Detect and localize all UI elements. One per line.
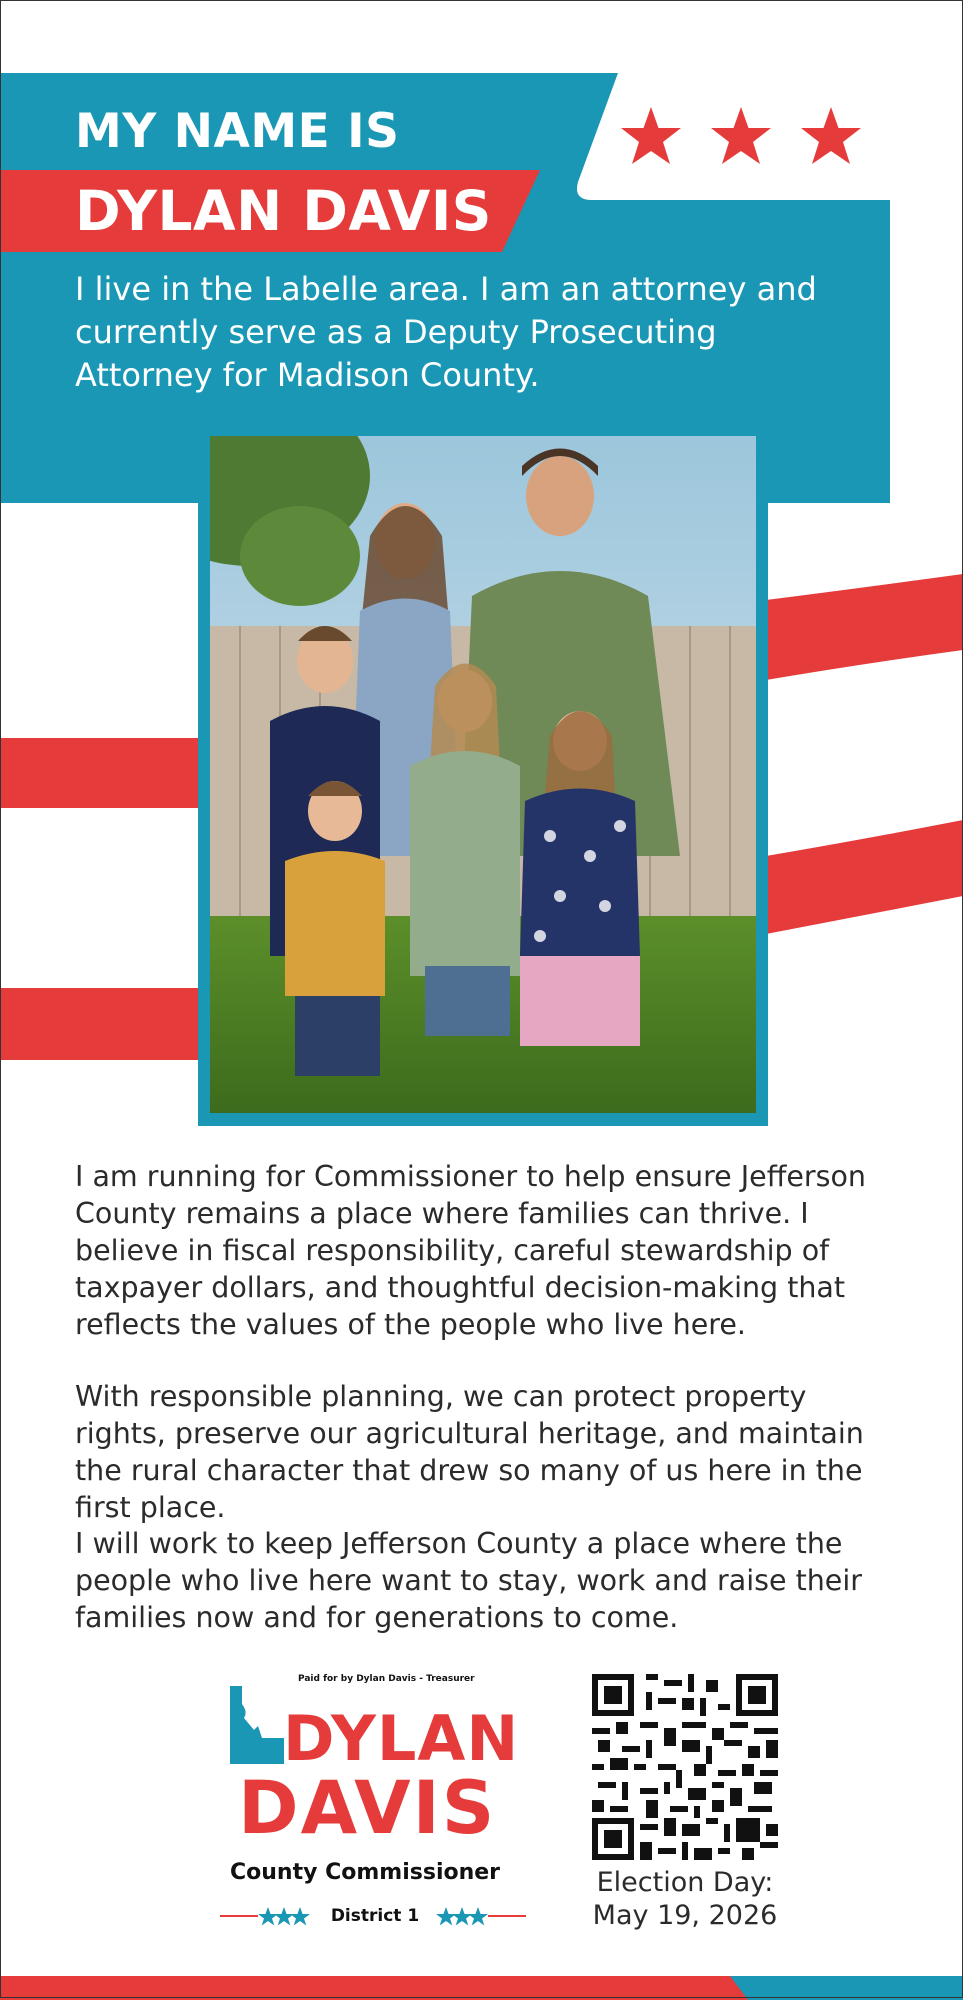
logo-office: County Commissioner bbox=[230, 1860, 501, 1885]
intro-label: MY NAME IS bbox=[75, 104, 400, 159]
bio-text: I live in the Labelle area. I am an attorney and currently serve as a Deputy Prosecuting Attorney for Madison County. bbox=[75, 270, 817, 394]
paragraph-1: I am running for Commissioner to help ensure Jefferson County remains a place where families can thrive. I believe in fiscal responsibility, careful stewardship of taxpayer dollars, and thoughtful decision-making that reflects the values of the people who live here. bbox=[75, 1160, 866, 1341]
paid-for-disclaimer: Paid for by Dylan Davis - Treasurer bbox=[298, 1674, 475, 1684]
paragraph-3: I will work to keep Jefferson County a place where the people who live here want to stay, work and raise their families now and for generations to come. bbox=[75, 1527, 862, 1634]
paragraph-2: With responsible planning, we can protect property rights, preserve our agricultural heritage, and maintain the rural character that drew so many of us here in the first place. bbox=[75, 1380, 864, 1524]
district-label: District 1 bbox=[330, 1906, 420, 1926]
logo-first-name: DYLAN bbox=[283, 1702, 520, 1775]
election-date: May 19, 2026 bbox=[592, 1900, 778, 1931]
election-label: Election Day: bbox=[596, 1867, 774, 1898]
candidate-name: DYLAN DAVIS bbox=[75, 179, 492, 243]
logo-last-name: DAVIS bbox=[238, 1766, 497, 1851]
